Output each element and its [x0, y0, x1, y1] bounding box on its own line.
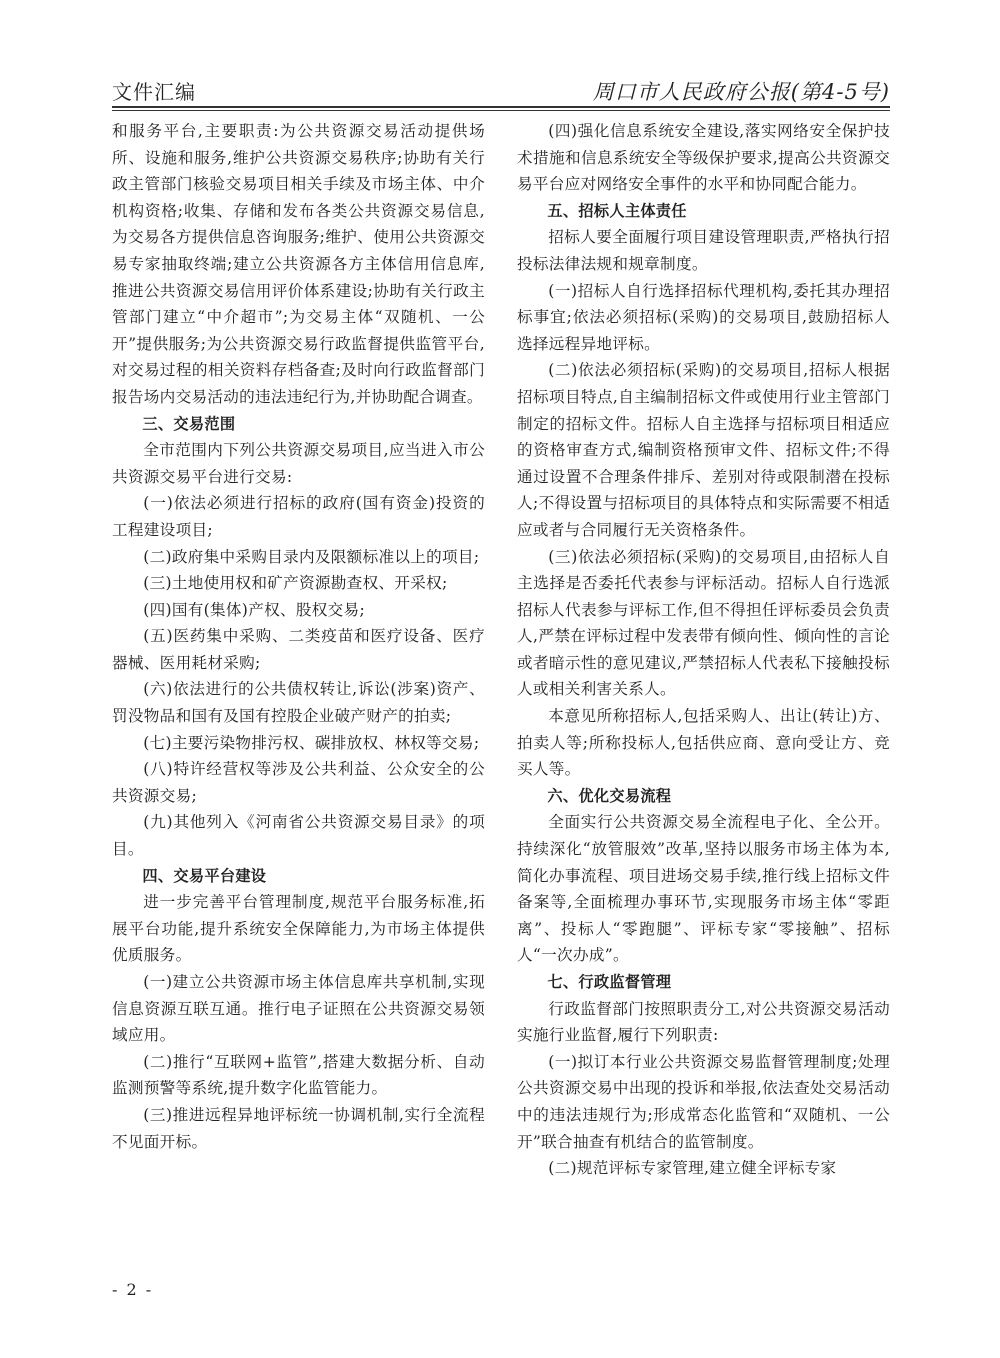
section-heading: 三、交易范围: [142, 414, 236, 433]
page-number: - 2 -: [112, 1280, 154, 1299]
paragraph: 进一步完善平台管理制度,规范平台服务标准,拓展平台功能,提升系统安全保障能力,为市场主体提供优质服务。: [112, 893, 485, 965]
paragraph: (九)其他列入《河南省公共资源交易目录》的项目。: [112, 813, 485, 859]
paragraph: (四)国有(集体)产权、股权交易;: [143, 600, 366, 619]
paragraph: (一)招标人自行选择招标代理机构,委托其办理招标事宜;依法必须招标(采购)的交易项目,鼓励招标人选择远程异地评标。: [517, 281, 890, 353]
paragraph: (二)规范评标专家管理,建立健全评标专家: [548, 1159, 837, 1178]
paragraph-continued: 和服务平台,主要职责:为公共资源交易活动提供场所、设施和服务,维护公共资源交易秩序;协助有关行政主管部门核验交易项目相关手续及市场主体、中介机构资格;收集、存储和发布各类公共资源交易信息,为交易各方提供信息咨询服务;维护、使用公共资源交易专家抽取终端;建立公共资源各方主体信用信息库,推进公共资源交易信用评价体系建设;协助有关行政主管部门建立“中介超市”;为交易主体“双随机、一公开”提供服务;为公共资源交易行政监督提供监管平台,对交易过程的相关资料存档备查;及时向行政监督部门报告场内交易活动的违法违纪行为,并协助配合调查。: [112, 122, 485, 406]
right-column: [517, 118, 890, 1182]
paragraph: (二)政府集中采购目录内及限额标准以上的项目;: [143, 547, 480, 566]
section-title: 文件汇编: [112, 80, 196, 104]
section-heading: 七、行政监督管理: [547, 973, 672, 991]
paragraph: (二)依法必须招标(采购)的交易项目,招标人根据招标项目特点,自主编制招标文件或使用行业主管部门制定的招标文件。招标人自主选择与招标项目相适应的资格审查方式,编制资格预审文件、招标文件;不得通过设置不合理条件排斥、差别对待或限制潜在投标人;不得设置与招标项目的具体特点和实际需要不相适应或者与合同履行无关资格条件。: [517, 361, 890, 539]
paragraph: (五)医药集中采购、二类疫苗和医疗设备、医疗器械、医用耗材采购;: [112, 627, 485, 672]
paragraph: (四)强化信息系统安全建设,落实网络安全保护技术措施和信息系统安全等级保护要求,提高公共资源交易平台应对网络安全事件的水平和协同配合能力。: [517, 122, 890, 194]
paragraph: 全市范围内下列公共资源交易项目,应当进入市公共资源交易平台进行交易:: [112, 441, 485, 486]
section-heading: 五、招标人主体责任: [547, 201, 687, 220]
paragraph: (七)主要污染物排污权、碳排放权、林权等交易;: [143, 733, 480, 752]
paragraph: (一)拟订本行业公共资源交易监督管理制度;处理公共资源交易中出现的投诉和举报,依法查处交易活动中的违法违规行为;形成常态化监管和“双随机、一公开”联合抽查有机结合的监管制度。: [517, 1052, 890, 1151]
paragraph: 行政监督部门按照职责分工,对公共资源交易活动实施行业监督,履行下列职责:: [517, 999, 890, 1045]
left-column: [112, 118, 485, 1155]
paragraph: (三)依法必须招标(采购)的交易项目,由招标人自主选择是否委托代表参与评标活动。招标人自行选派招标人代表参与评标工作,但不得担任评标委员会负责人,严禁在评标过程中发表带有倾向性、倾向性的言论或者暗示性的意见建议,严禁招标人代表私下接触投标人或相关利害关系人。: [517, 547, 890, 699]
section-heading: 四、交易平台建设: [142, 866, 267, 885]
publication-title: 周口市人民政府公报(第4-5号): [592, 80, 890, 104]
paragraph: 全面实行公共资源交易全流程电子化、全公开。持续深化“放管服效”改革,坚持以服务市场主体为本,简化办事流程、项目进场交易手续,推行线上招标文件备案等,全面梳理办事环节,实现服务市场主体“零距离”、投标人“零跑腿”、评标专家“零接触”、招标人“一次办成”。: [517, 813, 890, 965]
paragraph: 招标人要全面履行项目建设管理职责,严格执行招投标法律法规和规章制度。: [517, 228, 890, 273]
page-header: [112, 76, 890, 106]
paragraph: (二)推行“互联网+监管”,搭建大数据分析、自动监测预警等系统,提升数字化监管能力。: [112, 1052, 485, 1098]
paragraph: (三)土地使用权和矿产资源勘查权、开采权;: [143, 574, 448, 593]
paragraph: (三)推进远程异地评标统一协调机制,实行全流程不见面开标。: [112, 1105, 485, 1151]
paragraph: (六)依法进行的公共债权转让,诉讼(涉案)资产、罚没物品和国有及国有控股企业破产财产的拍卖;: [112, 680, 485, 726]
paragraph: (一)依法必须进行招标的政府(国有资金)投资的工程建设项目;: [112, 494, 485, 539]
paragraph: 本意见所称招标人,包括采购人、出让(转让)方、拍卖人等;所称投标人,包括供应商、意向受让方、竞买人等。: [517, 707, 890, 779]
section-heading: 六、优化交易流程: [547, 786, 672, 805]
paragraph: (一)建立公共资源市场主体信息库共享机制,实现信息资源互联互通。推行电子证照在公共资源交易领域应用。: [112, 973, 485, 1045]
header-divider: [112, 106, 890, 108]
paragraph: (八)特许经营权等涉及公共利益、公众安全的公共资源交易;: [112, 760, 485, 805]
header-divider-thin: [112, 110, 890, 111]
